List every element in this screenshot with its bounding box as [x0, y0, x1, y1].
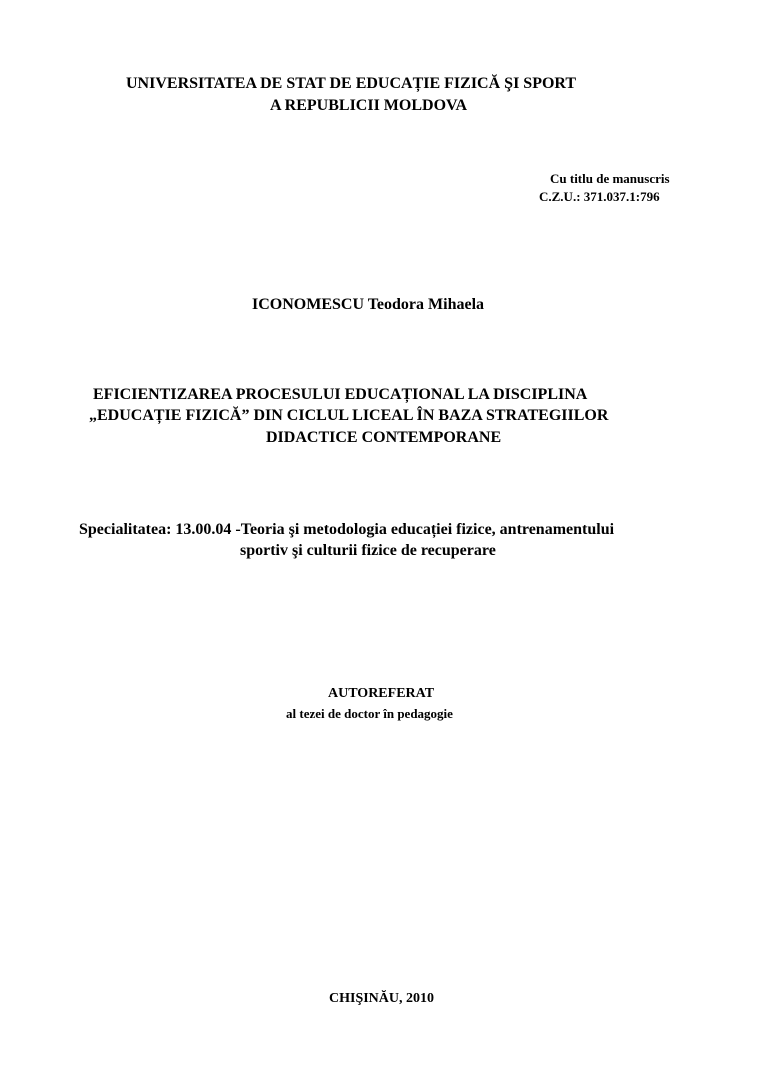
document-type: AUTOREFERAT: [328, 686, 435, 701]
thesis-title-line-2: „EDUCAȚIE FIZICĂ” DIN CICLUL LICEAL ÎN BAZA STRATEGIILOR: [89, 407, 609, 424]
thesis-title-line-3: DIDACTICE CONTEMPORANE: [266, 429, 502, 446]
institution-country: A REPUBLICII MOLDOVA: [270, 97, 468, 114]
author-name: ICONOMESCU Teodora Mihaela: [252, 296, 485, 313]
manuscript-note: Cu titlu de manuscris: [550, 171, 670, 186]
czu-code: C.Z.U.: 371.037.1:796: [539, 189, 660, 204]
place-and-year: CHIŞINĂU, 2010: [329, 991, 435, 1006]
document-degree: al tezei de doctor în pedagogie: [286, 706, 453, 721]
specialty-line-1: Specialitatea: 13.00.04 -Teoria şi metodologia educației fizice, antrenamentului: [79, 521, 615, 538]
specialty-line-2: sportiv şi culturii fizice de recuperare: [240, 542, 496, 559]
institution-name: UNIVERSITATEA DE STAT DE EDUCAȚIE FIZICĂ ŞI SPORT: [126, 75, 577, 92]
thesis-title-line-1: EFICIENTIZAREA PROCESULUI EDUCAȚIONAL LA DISCIPLINA: [93, 386, 588, 403]
